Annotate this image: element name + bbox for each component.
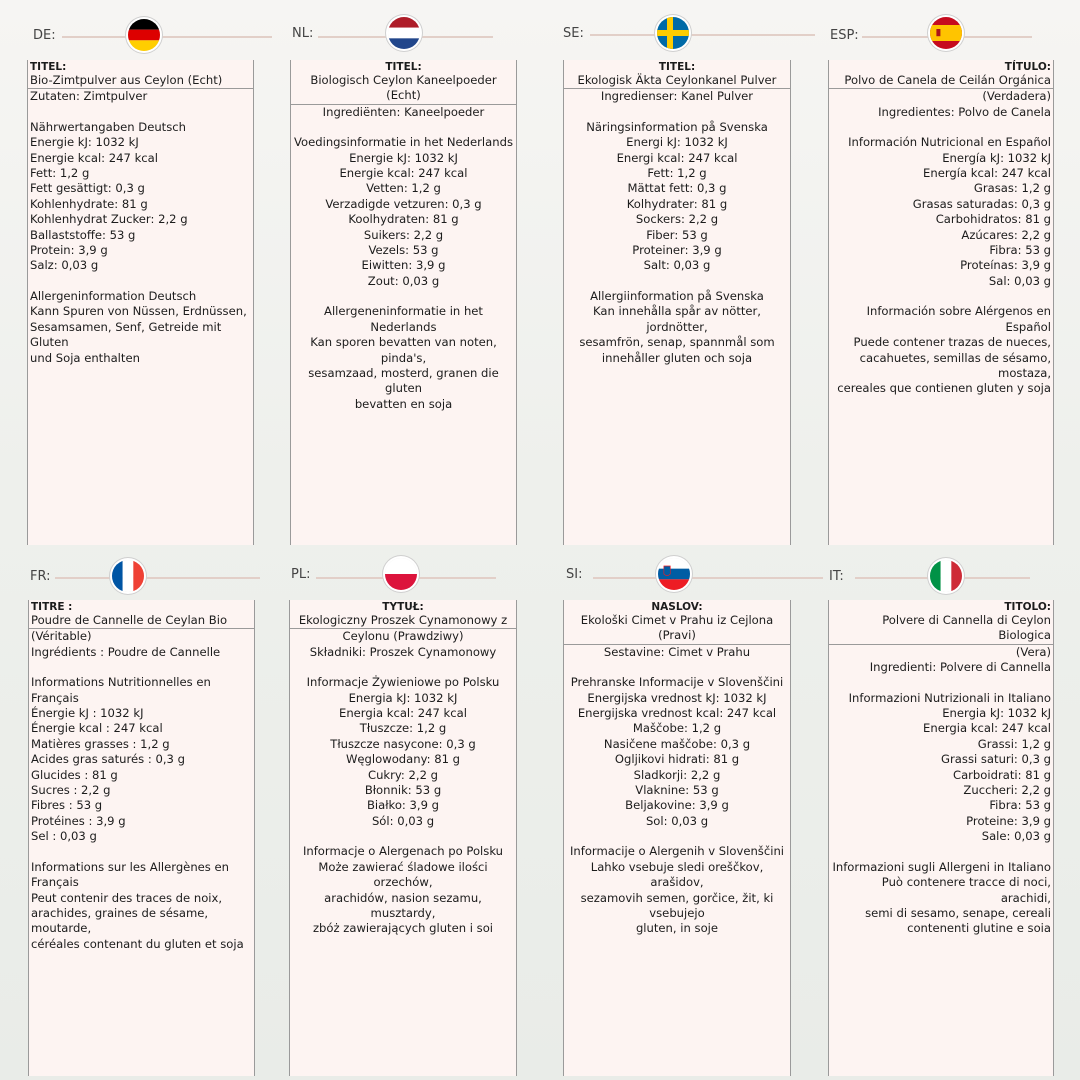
info-line: Kan innehålla spår av nötter, jordnötter, xyxy=(593,304,761,334)
info-line: Energi kcal: 247 kcal xyxy=(616,150,738,165)
info-line: arachides, graines de sésame, moutarde, xyxy=(31,905,209,936)
info-line: Informazioni sugli Allergeni in Italiano xyxy=(832,859,1051,874)
info-line: bevatten en soja xyxy=(354,396,453,411)
info-line: céréales contenant du gluten et soja xyxy=(31,936,244,951)
product-title: Polvo de Canela de Ceilán Orgánica xyxy=(829,73,1053,89)
info-line: Grassi saturi: 0,3 g xyxy=(941,752,1051,767)
info-line: Salt: 0,03 g xyxy=(643,258,711,273)
info-line: Sale: 0,03 g xyxy=(981,829,1051,844)
info-line: Informacije o Alergenih v Slovenščini xyxy=(569,844,785,859)
panel-it xyxy=(828,600,1054,1076)
info-line: Informacje o Alergenach po Polsku xyxy=(302,844,504,859)
info-line: Błonnik: 53 g xyxy=(364,783,442,798)
lang-code-se: SE: xyxy=(563,26,584,41)
info-line: Acides gras saturés : 0,3 g xyxy=(31,752,185,767)
spacer xyxy=(293,120,514,135)
info-line: und Soja enthalten xyxy=(30,350,140,365)
info-line: Zutaten: Zimtpulver xyxy=(30,89,148,104)
info-line: Sel : 0,03 g xyxy=(31,829,97,844)
info-line: Tłuszcze: 1,2 g xyxy=(359,721,447,736)
info-line: Matières grasses : 1,2 g xyxy=(31,736,170,751)
info-line: Voedingsinformatie in het Nederlands xyxy=(294,135,513,150)
info-line: semi di sesamo, senape, cereali xyxy=(865,905,1051,920)
panel-se xyxy=(563,60,791,545)
info-line: sesamzaad, mosterd, granen die gluten xyxy=(308,365,499,396)
title-label: TITEL: xyxy=(658,61,696,73)
info-line: Ingrédients : Poudre de Cannelle xyxy=(31,644,221,659)
spacer xyxy=(831,676,1051,691)
header-divider xyxy=(62,36,272,38)
product-title: Biologisch Ceylon Kaneelpoeder (Echt) xyxy=(291,73,516,105)
info-line: Fett: 1,2 g xyxy=(30,166,90,181)
info-line: Energie kJ: 1032 kJ xyxy=(349,150,458,165)
title-label: TITOLO: xyxy=(1004,601,1051,613)
spacer xyxy=(566,660,788,675)
info-line: Energijska vrednost kJ: 1032 kJ xyxy=(587,690,767,705)
info-line: Energie kcal: 247 kcal xyxy=(339,166,468,181)
info-line: gluten, in soje xyxy=(635,921,719,936)
info-line: Energie kcal: 247 kcal xyxy=(30,150,159,165)
info-line: Puede contener trazas de nueces, xyxy=(853,335,1051,350)
info-line: Fett gesättigt: 0,3 g xyxy=(30,181,145,196)
info-line: Può contenere tracce di noci, arachidi, xyxy=(881,875,1051,905)
spacer xyxy=(566,274,788,289)
info-line: Carboidrati: 81 g xyxy=(952,767,1051,782)
lang-code-de: DE: xyxy=(33,28,56,43)
info-line: Proteine: 3,9 g xyxy=(966,813,1051,828)
title-label: NASLOV: xyxy=(651,601,703,613)
poland-flag-icon xyxy=(385,558,417,590)
lang-code-nl: NL: xyxy=(292,26,314,41)
info-line: Vezels: 53 g xyxy=(368,243,439,258)
info-line: Ingrediënten: Kaneelpoeder xyxy=(322,104,485,119)
lang-code-pl: PL: xyxy=(291,567,311,582)
info-line: Koolhydraten: 81 g xyxy=(348,212,459,227)
title-label: TITEL: xyxy=(30,61,67,73)
info-line: Węglowodany: 81 g xyxy=(345,752,461,767)
info-line: Energijska vrednost kcal: 247 kcal xyxy=(577,706,777,721)
info-line: Français xyxy=(31,875,79,890)
italy-flag-icon xyxy=(930,560,962,592)
info-line: Informazioni Nutrizionali in Italiano xyxy=(848,690,1051,705)
info-line: Allergeninformation Deutsch xyxy=(30,288,197,303)
info-line: Fibres : 53 g xyxy=(31,798,103,813)
info-line: Información sobre Alérgenos en Español xyxy=(866,304,1051,334)
info-line: Fett: 1,2 g xyxy=(647,166,707,181)
info-line: Ceylonu (Prawdziwy) xyxy=(342,629,464,644)
spain-flag-icon xyxy=(930,17,962,49)
info-line: Zuccheri: 2,2 g xyxy=(963,783,1051,798)
panel-nl xyxy=(290,60,517,545)
info-line: Proteiner: 3,9 g xyxy=(632,243,722,258)
info-line: Składniki: Proszek Cynamonowy xyxy=(309,644,497,659)
info-line: Informacje Żywieniowe po Polsku xyxy=(306,675,500,690)
info-line: Energi kJ: 1032 kJ xyxy=(626,135,728,150)
netherlands-flag-icon xyxy=(388,17,420,49)
product-title: Bio-Zimtpulver aus Ceylon (Echt) xyxy=(28,73,253,89)
info-line: Salz: 0,03 g xyxy=(30,258,99,273)
info-line: Tłuszcze nasycone: 0,3 g xyxy=(330,736,476,751)
spacer xyxy=(293,289,514,304)
info-line: Información Nutricional en Español xyxy=(848,135,1051,150)
spacer xyxy=(831,289,1051,304)
product-title: Poudre de Cannelle de Ceylan Bio xyxy=(29,613,254,629)
info-line: Sól: 0,03 g xyxy=(371,813,435,828)
info-line: Eiwitten: 3,9 g xyxy=(361,258,446,273)
info-line: Glucides : 81 g xyxy=(31,767,118,782)
info-line: Sucres : 2,2 g xyxy=(31,783,111,798)
spacer xyxy=(292,660,514,675)
info-line: Beljakovine: 3,9 g xyxy=(625,798,729,813)
info-line: Ingredienser: Kanel Pulver xyxy=(600,89,754,104)
info-line: Energía kcal: 247 kcal xyxy=(923,166,1051,181)
info-line: Prehranske Informacije v Slovenščini xyxy=(570,675,784,690)
info-line: Ogljikovi hidrati: 81 g xyxy=(614,752,740,767)
info-line: Sockers: 2,2 g xyxy=(635,212,719,227)
product-title: Ekologiczny Proszek Cynamonowy z xyxy=(290,613,516,629)
lang-code-si: SI: xyxy=(566,567,583,582)
info-line: Grassi: 1,2 g xyxy=(977,736,1051,751)
info-line: Protein: 3,9 g xyxy=(30,243,108,258)
info-line: Energia kcal: 247 kcal xyxy=(923,721,1051,736)
panel-si xyxy=(563,600,791,1076)
info-line: Protéines : 3,9 g xyxy=(31,813,126,828)
info-line: Ingredienti: Polvere di Cannella xyxy=(869,660,1051,675)
info-line: Ballaststoffe: 53 g xyxy=(30,227,136,242)
info-line: contenenti glutine e soia xyxy=(907,921,1051,936)
info-line: Informations sur les Allergènes en xyxy=(31,859,230,874)
info-line: zbóż zawierających gluten i soi xyxy=(312,921,494,936)
info-line: Energie kJ: 1032 kJ xyxy=(30,135,139,150)
info-line: Energía kJ: 1032 kJ xyxy=(942,150,1051,165)
title-label: TITRE : xyxy=(31,601,73,613)
info-line: Białko: 3,9 g xyxy=(366,798,440,813)
info-line: Kohlenhydrat Zucker: 2,2 g xyxy=(30,212,188,227)
info-line: Énergie kJ : 1032 kJ xyxy=(31,706,144,721)
info-line: arachidów, nasion sezamu, musztardy, xyxy=(324,890,482,920)
panel-esp xyxy=(828,60,1054,545)
title-label: TYTUŁ: xyxy=(382,601,424,613)
info-line: sezamovih semen, gorčice, žit, ki vsebujejo xyxy=(580,890,774,920)
info-line: Suikers: 2,2 g xyxy=(363,227,444,242)
spacer xyxy=(31,845,252,860)
info-line: Kann Spuren von Nüssen, Erdnüssen, xyxy=(30,304,247,319)
panel-de xyxy=(27,60,254,545)
info-line: Cukry: 2,2 g xyxy=(367,767,438,782)
spacer xyxy=(30,274,251,289)
sweden-flag-icon xyxy=(657,17,689,49)
panel-pl xyxy=(289,600,517,1076)
info-line: Näringsinformation på Svenska xyxy=(586,119,768,134)
info-line: Proteínas: 3,9 g xyxy=(960,258,1051,273)
title-label: TITEL: xyxy=(385,61,422,73)
lang-code-esp: ESP: xyxy=(830,28,859,43)
info-line: Grasas: 1,2 g xyxy=(973,181,1051,196)
info-line: Fibra: 53 g xyxy=(989,243,1051,258)
info-line: sesamfrön, senap, spannmål som xyxy=(579,335,775,350)
info-line: Allergiinformation på Svenska xyxy=(590,288,764,303)
info-line: Vetten: 1,2 g xyxy=(366,181,441,196)
info-line: Vlaknine: 53 g xyxy=(635,783,719,798)
info-line: Fiber: 53 g xyxy=(646,227,708,242)
info-line: Nasičene maščobe: 0,3 g xyxy=(603,736,751,751)
info-line: cacahuetes, semillas de sésamo, mostaza, xyxy=(859,350,1051,380)
spacer xyxy=(31,660,252,675)
header-divider xyxy=(590,34,815,36)
info-line: Énergie kcal : 247 kcal xyxy=(31,721,163,736)
lang-code-fr: FR: xyxy=(30,569,51,584)
info-line: Fibra: 53 g xyxy=(989,798,1051,813)
info-line: (Véritable) xyxy=(31,629,92,644)
info-line: Energia kJ: 1032 kJ xyxy=(942,706,1051,721)
spacer xyxy=(831,120,1051,135)
panel-fr xyxy=(28,600,255,1076)
info-line: innehåller gluten och soja xyxy=(601,350,753,365)
info-line: Kolhydrater: 81 g xyxy=(626,196,728,211)
slovenia-flag-icon xyxy=(658,558,690,590)
info-line: Kan sporen bevatten van noten, pinda's, xyxy=(310,335,497,365)
info-line: (Verdadera) xyxy=(982,89,1051,104)
lang-code-it: IT: xyxy=(829,569,844,584)
info-line: Sal: 0,03 g xyxy=(988,273,1051,288)
germany-flag-icon xyxy=(128,19,160,51)
info-line: Sestavine: Cimet v Prahu xyxy=(603,644,751,659)
info-line: Sol: 0,03 g xyxy=(645,813,709,828)
info-line: Maščobe: 1,2 g xyxy=(632,721,722,736)
info-line: Allergeneninformatie in het Nederlands xyxy=(324,304,483,334)
spacer xyxy=(831,845,1051,860)
france-flag-icon xyxy=(112,560,144,592)
info-line: Informations Nutritionnelles en Français xyxy=(31,675,211,705)
product-title: Ekologisk Äkta Ceylonkanel Pulver xyxy=(564,73,790,89)
info-line: Sesamsamen, Senf, Getreide mit Gluten xyxy=(30,319,222,350)
info-line: Energia kJ: 1032 kJ xyxy=(348,690,458,705)
spacer xyxy=(566,105,788,120)
info-line: Mättat fett: 0,3 g xyxy=(627,181,727,196)
info-line: Lahko vsebuje sledi oreščkov, arašidov, xyxy=(590,859,764,890)
info-line: Kohlenhydrate: 81 g xyxy=(30,196,148,211)
info-line: Peut contenir des traces de noix, xyxy=(31,890,223,905)
header-divider xyxy=(593,577,823,579)
info-line: cereales que contienen gluten y soja xyxy=(837,381,1051,396)
product-title: Ekološki Cimet v Prahu iz Cejlona (Pravi) xyxy=(564,613,790,645)
info-line: Azúcares: 2,2 g xyxy=(961,227,1051,242)
info-line: Carbohidratos: 81 g xyxy=(935,212,1051,227)
spacer xyxy=(292,829,514,844)
info-line: Grasas saturadas: 0,3 g xyxy=(912,196,1051,211)
info-line: Może zawierać śladowe ilości orzechów, xyxy=(318,859,488,890)
product-title: Polvere di Cannella di Ceylon Biologica xyxy=(829,613,1053,645)
info-line: (Vera) xyxy=(1015,644,1051,659)
title-label: TÍTULO: xyxy=(1004,61,1051,73)
info-line: Sladkorji: 2,2 g xyxy=(633,767,721,782)
spacer xyxy=(566,829,788,844)
info-line: Ingredientes: Polvo de Canela xyxy=(878,104,1051,119)
info-line: Zout: 0,03 g xyxy=(367,273,440,288)
spacer xyxy=(30,105,251,120)
info-line: Energia kcal: 247 kcal xyxy=(339,706,467,721)
header-divider xyxy=(55,577,260,579)
info-line: Verzadigde vetzuren: 0,3 g xyxy=(325,196,482,211)
info-line: Nährwertangaben Deutsch xyxy=(30,119,186,134)
